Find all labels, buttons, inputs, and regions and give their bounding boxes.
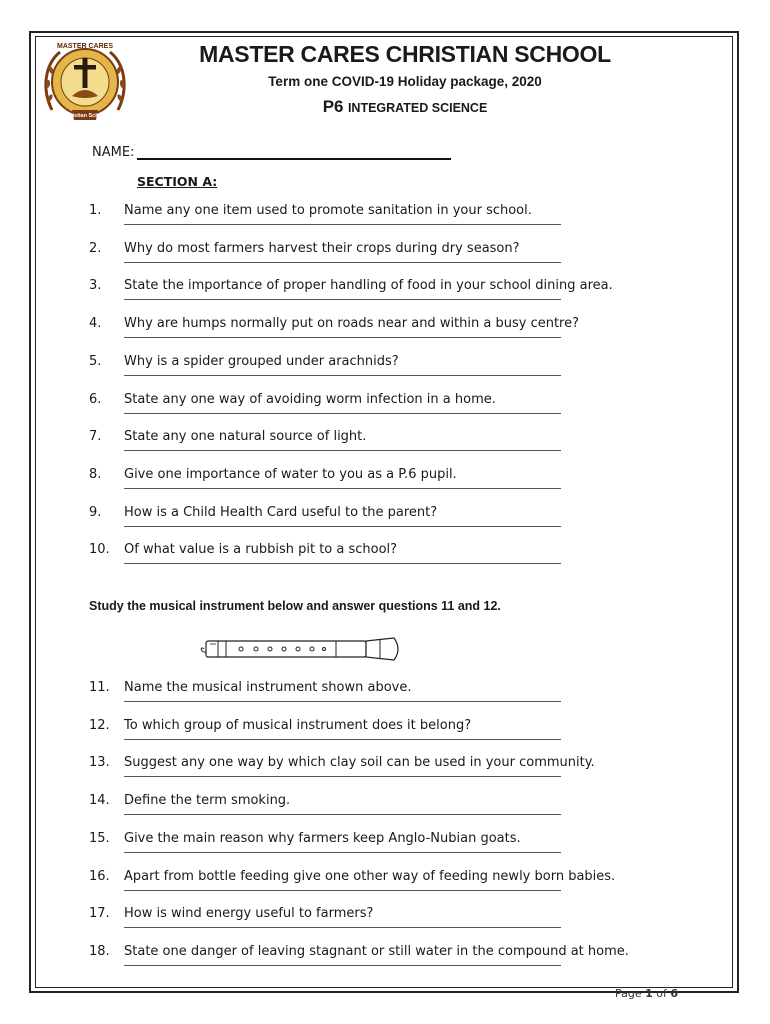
answer-line[interactable] bbox=[124, 965, 561, 966]
answer-line[interactable] bbox=[124, 299, 561, 300]
question-text: Suggest any one way by which clay soil can be used in your community. bbox=[124, 755, 595, 771]
question-number: 4. bbox=[89, 316, 102, 332]
answer-line[interactable] bbox=[124, 776, 561, 777]
of-word: of bbox=[656, 987, 667, 1000]
question-text: Name any one item used to promote sanitation in your school. bbox=[124, 203, 532, 218]
question-text: Why is a spider grouped under arachnids? bbox=[124, 353, 399, 369]
page-number: 1 bbox=[645, 987, 653, 1000]
answer-line[interactable] bbox=[124, 337, 561, 338]
question-number: 15. bbox=[89, 830, 110, 846]
page-total: 6 bbox=[670, 987, 679, 1000]
page-footer bbox=[615, 987, 678, 1000]
question-item bbox=[89, 680, 689, 710]
question-number: 13. bbox=[89, 755, 110, 771]
answer-line[interactable] bbox=[124, 450, 561, 451]
question-item bbox=[89, 755, 689, 785]
question-item bbox=[89, 278, 689, 308]
logo-bottom-text: Christian School bbox=[63, 113, 107, 119]
school-name: MASTER CARES CHRISTIAN SCHOOL bbox=[199, 41, 611, 67]
answer-line[interactable] bbox=[124, 488, 561, 489]
question-number: 16. bbox=[89, 868, 110, 884]
question-item bbox=[89, 316, 689, 346]
question-number: 2. bbox=[89, 240, 102, 256]
class-subject-line bbox=[140, 97, 670, 117]
question-text: Apart from bottle feeding give one other way of feeding newly born babies. bbox=[124, 868, 616, 884]
question-number: 7. bbox=[89, 429, 102, 445]
question-number: 11. bbox=[89, 680, 110, 695]
answer-line[interactable] bbox=[124, 526, 561, 527]
recorder-instrument-image bbox=[196, 632, 406, 666]
question-number: 12. bbox=[89, 717, 110, 733]
logo-top-text: MASTER CARES bbox=[56, 43, 113, 50]
question-number: 9. bbox=[89, 504, 102, 520]
question-text: How is wind energy useful to farmers? bbox=[124, 906, 374, 922]
question-text: Why do most farmers harvest their crops during dry season? bbox=[124, 240, 520, 256]
question-number: 6. bbox=[89, 391, 102, 407]
page-word: Page bbox=[615, 987, 642, 1000]
answer-line[interactable] bbox=[124, 814, 561, 815]
question-text: Define the term smoking. bbox=[124, 793, 291, 809]
question-item bbox=[89, 869, 689, 899]
question-item bbox=[89, 831, 689, 861]
study-prompt: Study the musical instrument below and answer questions 11 and 12. bbox=[89, 599, 501, 613]
package-subtitle: Term one COVID-19 Holiday package, 2020 bbox=[268, 74, 542, 89]
question-item bbox=[89, 944, 689, 974]
name-answer-line[interactable] bbox=[137, 158, 451, 160]
section-a-title: SECTION A: bbox=[137, 174, 218, 189]
question-text: State any one natural source of light. bbox=[124, 429, 367, 445]
question-text: Of what value is a rubbish pit to a school? bbox=[124, 542, 398, 558]
question-number: 5. bbox=[89, 353, 102, 369]
question-item bbox=[89, 203, 689, 233]
question-text: To which group of musical instrument does it belong? bbox=[124, 717, 472, 733]
question-text: Name the musical instrument shown above. bbox=[124, 680, 412, 695]
question-number: 1. bbox=[89, 203, 102, 218]
question-text: State any one way of avoiding worm infection in a home. bbox=[124, 391, 496, 407]
answer-line[interactable] bbox=[124, 739, 561, 740]
answer-line[interactable] bbox=[124, 701, 561, 702]
question-item bbox=[89, 718, 689, 748]
question-text: Why are humps normally put on roads near and within a busy centre? bbox=[124, 316, 580, 332]
answer-line[interactable] bbox=[124, 852, 561, 853]
question-text: Give one importance of water to you as a P.6 pupil. bbox=[124, 466, 457, 482]
question-item bbox=[89, 354, 689, 384]
question-text: State one danger of leaving stagnant or still water in the compound at home. bbox=[124, 943, 629, 959]
question-number: 17. bbox=[89, 906, 110, 922]
subject-label: INTEGRATED SCIENCE bbox=[347, 101, 488, 115]
question-item bbox=[89, 793, 689, 823]
name-label: NAME: bbox=[92, 145, 135, 160]
question-text: Give the main reason why farmers keep Anglo-Nubian goats. bbox=[124, 830, 521, 846]
answer-line[interactable] bbox=[124, 375, 561, 376]
answer-line[interactable] bbox=[124, 224, 561, 225]
question-item bbox=[89, 505, 689, 535]
question-item bbox=[89, 906, 689, 936]
answer-line[interactable] bbox=[124, 890, 561, 891]
question-item bbox=[89, 467, 689, 497]
question-item bbox=[89, 392, 689, 422]
question-number: 3. bbox=[89, 278, 102, 294]
question-text: How is a Child Health Card useful to the parent? bbox=[124, 504, 438, 520]
question-number: 18. bbox=[89, 943, 110, 959]
answer-line[interactable] bbox=[124, 563, 561, 564]
question-number: 8. bbox=[89, 466, 102, 482]
question-item bbox=[89, 241, 689, 271]
question-item bbox=[89, 429, 689, 459]
question-item bbox=[89, 542, 689, 572]
question-number: 10. bbox=[89, 542, 110, 558]
question-text: State the importance of proper handling of food in your school dining area. bbox=[124, 278, 613, 294]
answer-line[interactable] bbox=[124, 927, 561, 928]
answer-line[interactable] bbox=[124, 413, 561, 414]
answer-line[interactable] bbox=[124, 262, 561, 263]
question-number: 14. bbox=[89, 793, 110, 809]
class-label: P6 bbox=[322, 97, 344, 116]
